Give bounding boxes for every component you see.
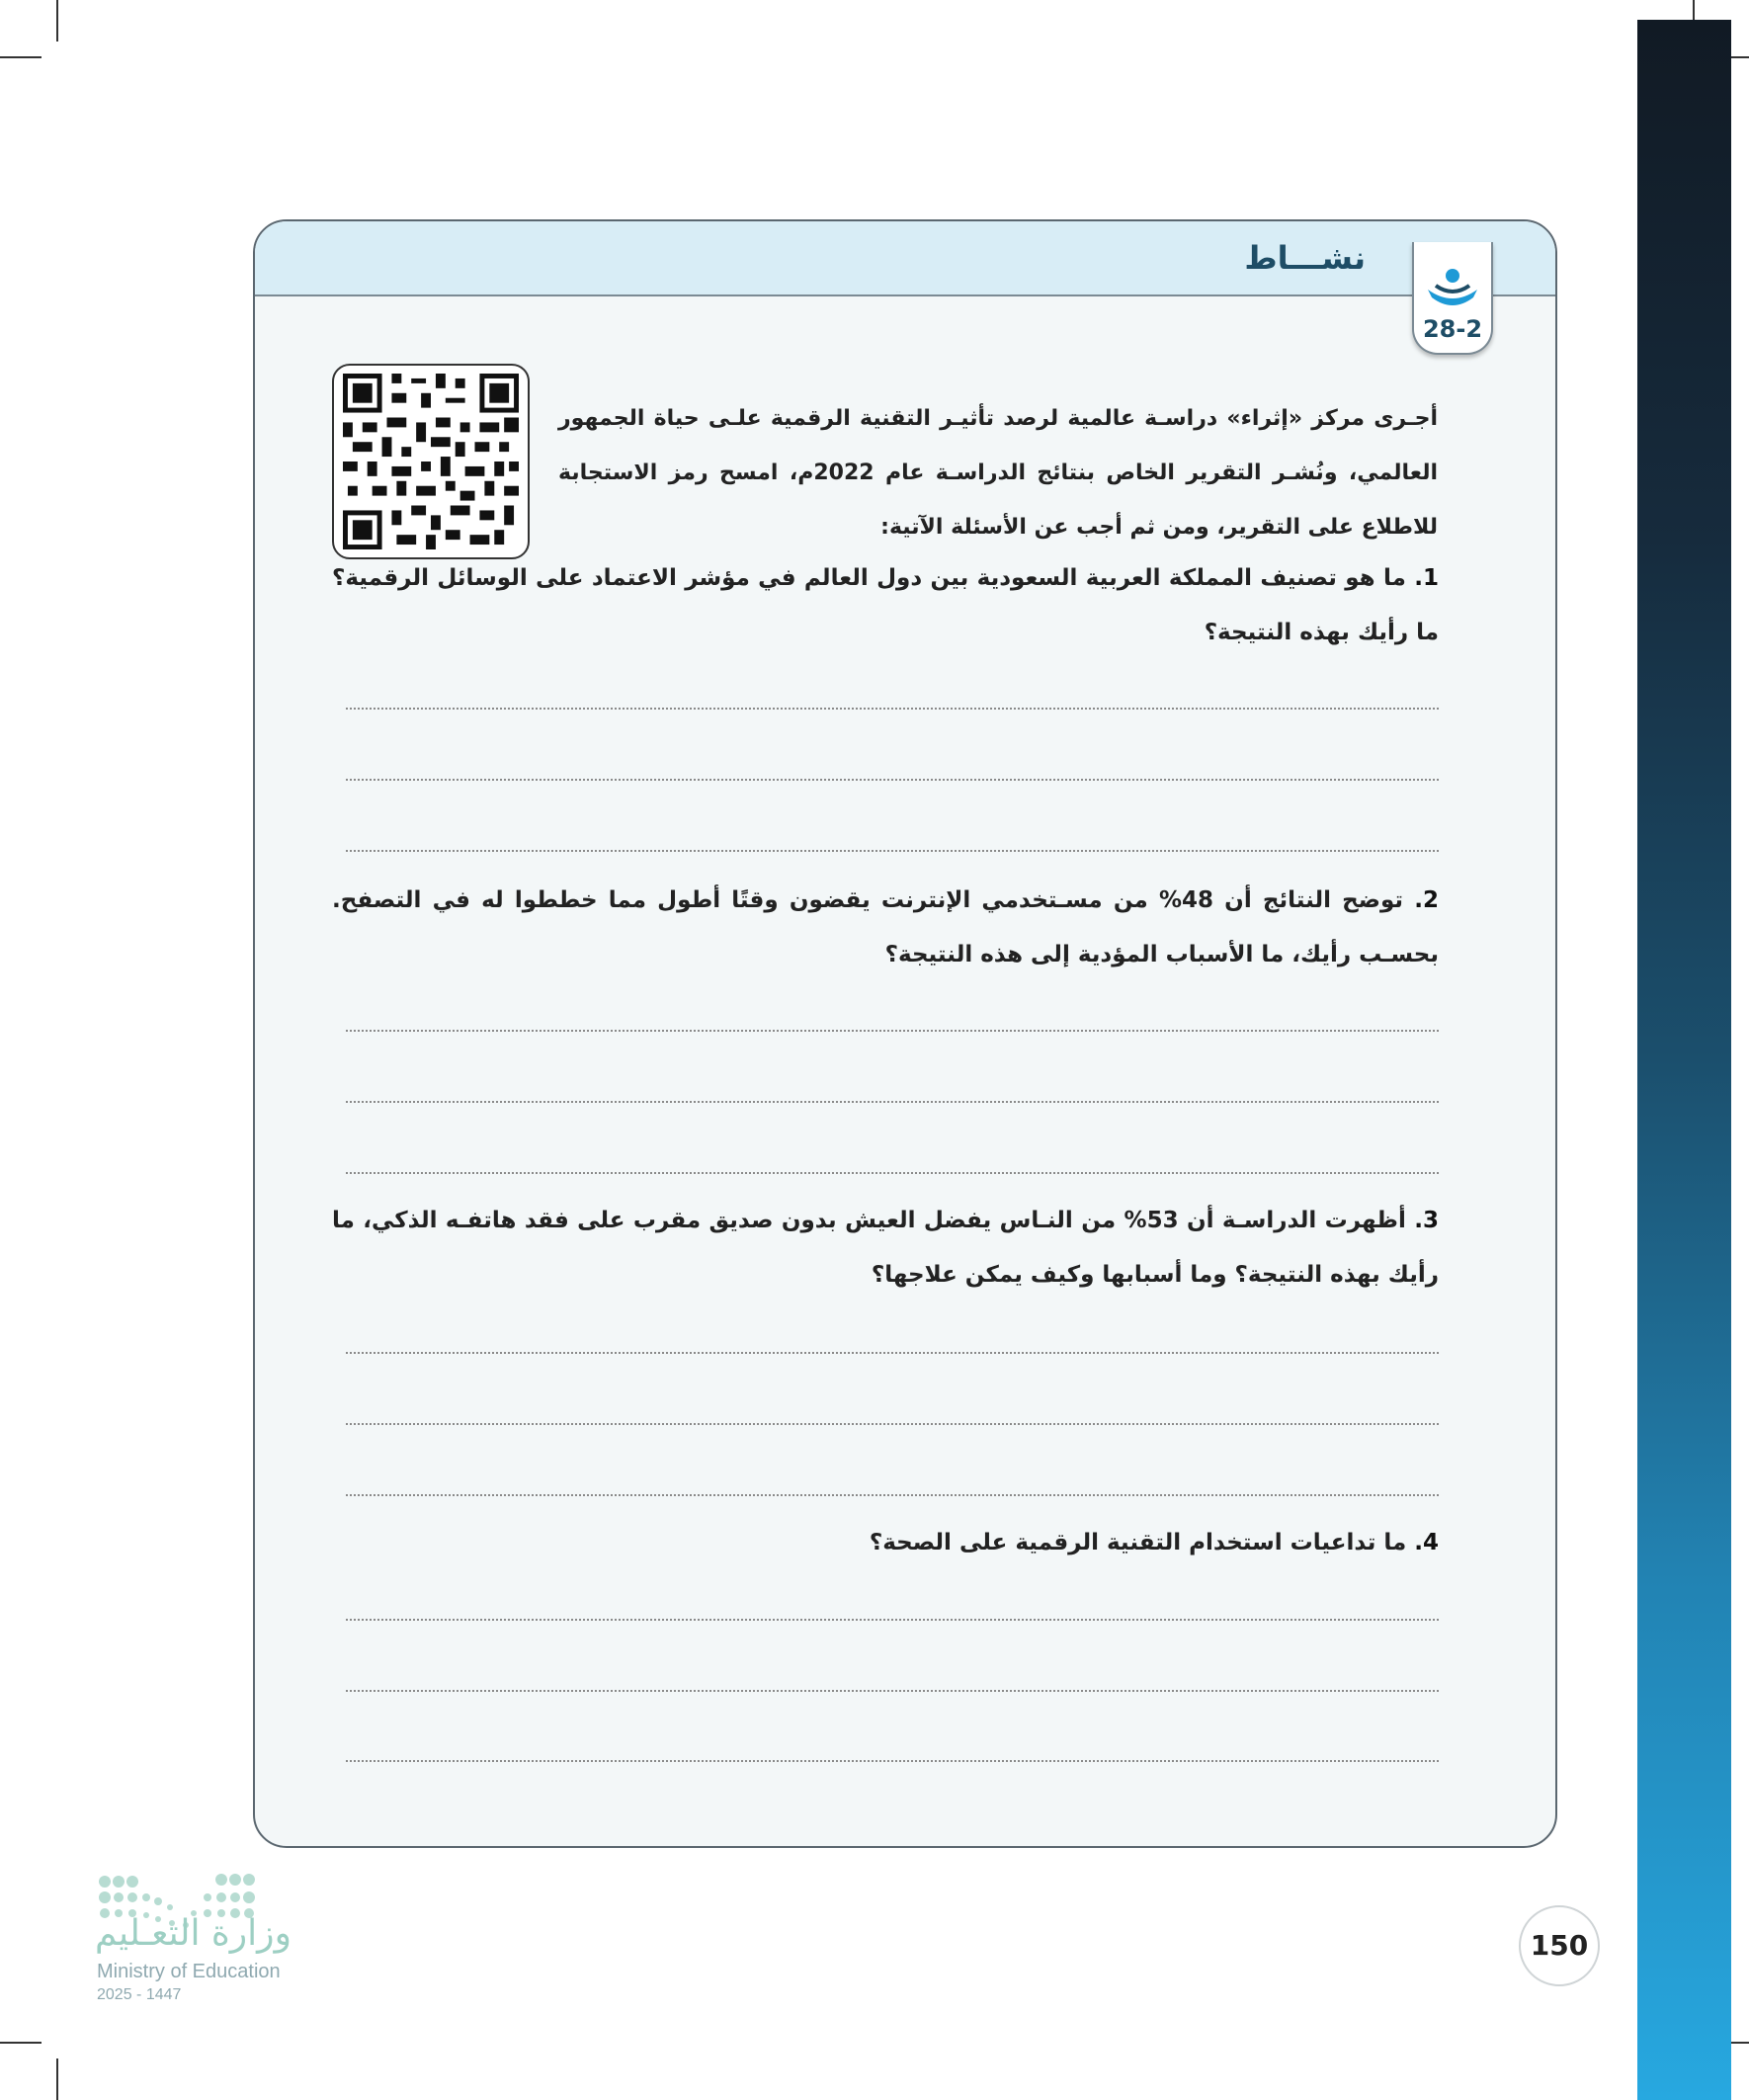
answer-line[interactable] <box>346 1690 1439 1692</box>
question-1 <box>332 551 1439 660</box>
question-4 <box>332 1516 1439 1570</box>
question-3 <box>332 1194 1439 1302</box>
answer-line[interactable] <box>346 1172 1439 1174</box>
answer-line[interactable] <box>346 1352 1439 1354</box>
crop-mark <box>0 2042 42 2044</box>
crop-mark <box>0 56 42 58</box>
crop-mark <box>56 0 58 42</box>
crop-mark <box>56 2058 58 2100</box>
answer-line[interactable] <box>346 708 1439 710</box>
panel-header <box>255 221 1555 296</box>
activity-number: 28-2 <box>1422 315 1483 343</box>
answer-line[interactable] <box>346 1760 1439 1762</box>
page-number: 150 <box>1519 1905 1600 1986</box>
panel-title: نشـــاط <box>1244 239 1366 277</box>
question-2 <box>332 874 1439 982</box>
question-number: 3. <box>1414 1208 1440 1233</box>
question-number: 2. <box>1414 887 1439 913</box>
question-number: 1. <box>1414 565 1439 591</box>
ministry-years: 2025 - 1447 <box>97 1986 182 2003</box>
answer-line[interactable] <box>346 850 1439 852</box>
question-text: توضح النتائج أن 48% من مسـتخدمي الإنترنت يقضون وقتًا أطول مما خططوا له في التصفح. بحسـب رأيك، ما الأسباب المؤدية إلى هذه النتيجة؟ <box>332 887 1439 967</box>
ministry-name-english: Ministry of Education <box>97 1961 281 1982</box>
qr-code[interactable] <box>332 364 530 559</box>
reading-person-icon <box>1414 262 1491 321</box>
question-number: 4. <box>1414 1530 1439 1555</box>
ministry-name-arabic: وزارة التعـليم <box>95 1913 292 1954</box>
answer-line[interactable] <box>346 1619 1439 1621</box>
answer-line[interactable] <box>346 1423 1439 1425</box>
answer-line[interactable] <box>346 1030 1439 1032</box>
answer-line[interactable] <box>346 1101 1439 1103</box>
answer-line[interactable] <box>346 779 1439 781</box>
question-text: أظهرت الدراسـة أن 53% من النـاس يفضل العيش بدون صديق مقرب على فقد هاتفـه الذكي، ما رأيك بهذه النتيجة؟ وما أسبابها وكيف يمكن علاجها؟ <box>332 1208 1439 1288</box>
intro-paragraph: أجـرى مركز «إثراء» دراسـة عالمية لرصد تأثيـر التقنية الرقمية علـى حياة الجمهور العالمي، ونُشـر التقرير الخاص بنتائج الدراسـة عام 2022م، امسح رمز الاستجابة للاطلاع على التقرير، ومن ثم أجب عن الأسئلة الآتية: <box>558 406 1439 540</box>
question-text: ما تداعيات استخدام التقنية الرقمية على الصحة؟ <box>869 1530 1407 1555</box>
activity-badge <box>1412 242 1493 355</box>
decorative-side-band <box>1637 20 1731 2100</box>
answer-line[interactable] <box>346 1494 1439 1496</box>
question-text: ما هو تصنيف المملكة العربية السعودية بين دول العالم في مؤشر الاعتماد على الوسائل الرقمية؟ ما رأيك بهذه النتيجة؟ <box>332 565 1439 645</box>
qr-code-icon <box>342 374 520 549</box>
